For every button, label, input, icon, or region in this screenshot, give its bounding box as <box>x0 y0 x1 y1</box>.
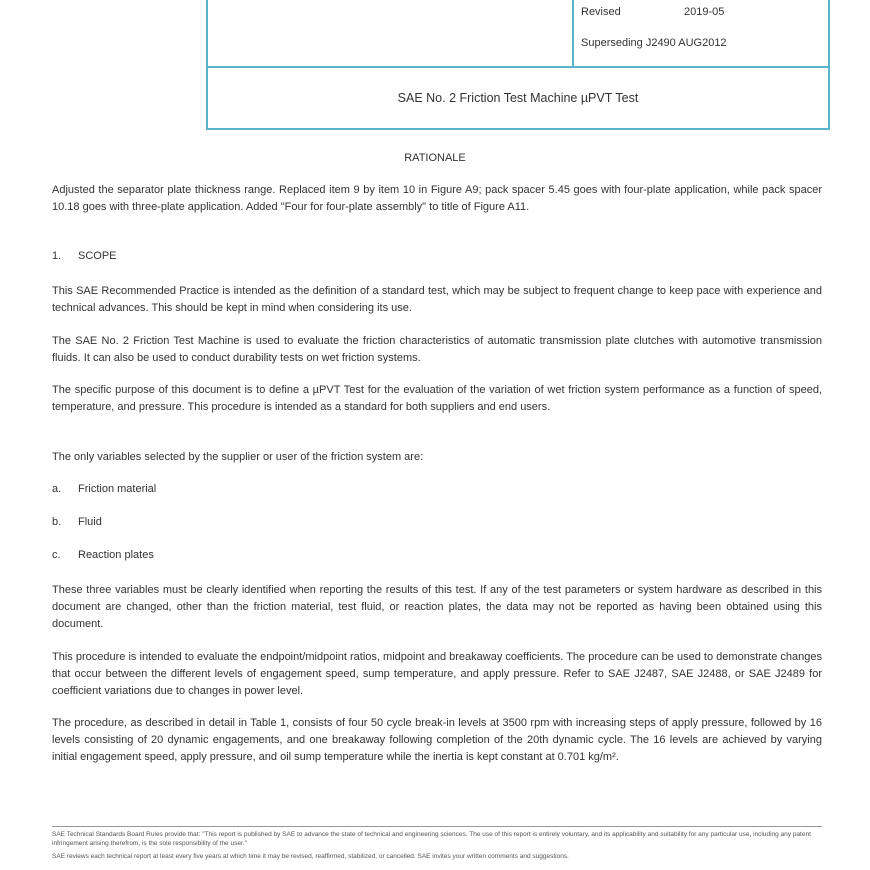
rationale-heading: RATIONALE <box>404 152 466 164</box>
list-item-text: Friction material <box>78 483 157 495</box>
footer-rule <box>52 826 822 827</box>
scope-paragraph-2: The SAE No. 2 Friction Test Machine is used to evaluate the friction characteristics of automatic transmission plate clutches with automotive transmission fluids. It can also be used to conduct durability tests on wet friction systems. <box>52 335 822 364</box>
list-item <box>52 516 102 528</box>
list-item-text: Reaction plates <box>78 549 154 561</box>
scope-heading <box>52 250 117 262</box>
revised-value: 2019-05 <box>684 6 725 18</box>
scope-paragraph-6: This procedure is intended to evaluate the endpoint/midpoint ratios, midpoint and breakaway coefficients. The procedure can be used to demonstrate changes that occur between the different levels of engagement speed, sump temperature, and apply pressure. Refer to SAE J2487, SAE J2488, or SAE J2489 for coefficient variations due to changes in power level. <box>52 651 822 697</box>
list-item <box>52 483 156 495</box>
document-header <box>206 0 830 130</box>
scope-paragraph-7: The procedure, as described in detail in Table 1, consists of four 50 cycle break-in levels at 3500 rpm with increasing steps of apply pressure, followed by 16 levels consisting of 20 dynamic engagements, and one breakaway following completion of the 20th dynamic cycle. The 16 levels are achieved by varying initial engagement speed, apply pressure, and oil sump temperature while the inertia is kept constant at 0.701 kg/m². <box>52 717 822 763</box>
scope-heading-text: SCOPE <box>78 250 117 262</box>
scope-heading-number: 1. <box>52 250 62 262</box>
list-item-text: Fluid <box>78 516 102 528</box>
scope-paragraph-5: These three variables must be clearly identified when reporting the results of this test. If any of the test parameters or system hardware as described in this document are changed, other than the friction material, test fluid, or reaction plates, the data may not be reported as having been obtained using this document. <box>52 584 822 630</box>
scope-paragraph-4: The only variables selected by the supplier or user of the friction system are: <box>52 451 424 463</box>
list-item <box>52 549 154 561</box>
list-item-label: a. <box>52 483 62 495</box>
header-divider <box>572 0 574 66</box>
revised-label: Revised <box>581 6 621 18</box>
document-title: SAE No. 2 Friction Test Machine µPVT Test <box>397 91 639 105</box>
superseding-label: Superseding J2490 AUG2012 <box>581 37 727 49</box>
rationale-text: Adjusted the separator plate thickness range. Replaced item 9 by item 10 in Figure A9; pack spacer 5.45 goes with four-plate application, while pack spacer 10.18 goes with three-plate application. Added "Four for four-plate assembly" to title of Figure A11. <box>52 184 822 213</box>
list-item-label: c. <box>52 549 61 561</box>
scope-paragraph-1: This SAE Recommended Practice is intended as the definition of a standard test, which may be subject to frequent change to keep pace with experience and technical advances. This should be kept in mind when considering its use. <box>52 285 822 314</box>
header-meta-row <box>208 0 828 68</box>
footer-notice-2: SAE reviews each technical report at least every five years at which time it may be revised, reaffirmed, stabilized, or cancelled. SAE invites your written comments and suggestions. <box>52 853 569 860</box>
list-item-label: b. <box>52 516 62 528</box>
scope-paragraph-3: The specific purpose of this document is to define a µPVT Test for the evaluation of the variation of wet friction system performance as a function of speed, temperature, and pressure. This procedure is intended as a standard for both suppliers and end users. <box>52 384 822 413</box>
footer-notice-1: SAE Technical Standards Board Rules provide that: "This report is published by SAE to advance the state of technical and engineering sciences. The use of this report is entirely voluntary, and its applicability and suitability for any particular use, including any patent infringement arising therefrom, is the sole responsibility of the user." <box>52 831 811 847</box>
